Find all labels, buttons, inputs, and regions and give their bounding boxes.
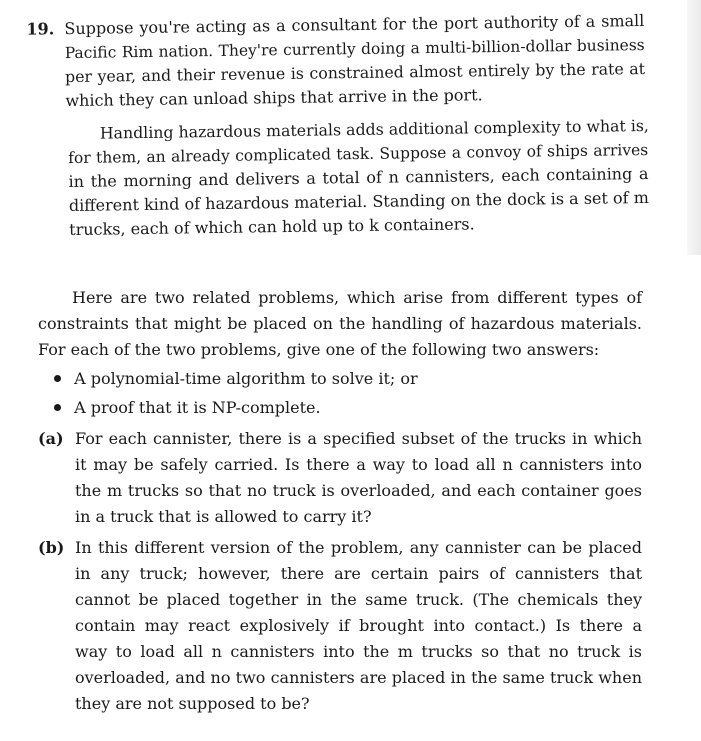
part-b-line: way to load all n cannisters into the m trucks so that no truck is xyxy=(75,642,642,661)
part-a-line: the m trucks so that no truck is overloaded, and each container goes xyxy=(75,481,642,500)
intro-line: Suppose you're acting as a consultant for the port authority of a small xyxy=(64,11,645,39)
part-b-line: they are not supposed to be? xyxy=(75,694,310,713)
part-b-line: In this different version of the problem, any cannister can be placed xyxy=(75,538,642,557)
part-b-line: overloaded, and no two cannisters are placed in the same truck when xyxy=(75,668,642,687)
bullet-text: A polynomial-time algorithm to solve it; or xyxy=(74,369,418,388)
bullet-text: A proof that it is NP-complete. xyxy=(74,398,321,417)
part-a-line: For each cannister, there is a specified subset of the trucks in which xyxy=(75,429,642,448)
part-a-label: (a) xyxy=(38,429,64,448)
hazard-line: trucks, each of which can hold up to k containers. xyxy=(69,214,475,240)
part-b-label: (b) xyxy=(38,538,65,557)
problem-number: 19. xyxy=(26,19,55,39)
part-a-line: in a truck that is allowed to carry it? xyxy=(75,507,372,526)
related-line: constraints that might be placed on the handling of hazardous materials. xyxy=(38,314,642,333)
bullet-icon xyxy=(54,375,61,382)
intro-line: which they can unload ships that arrive in the port. xyxy=(65,85,483,111)
hazard-line: Handling hazardous materials adds additional complexity to what is, xyxy=(99,115,650,143)
part-b-line: contain may react explosively if brought into contact.) Is there a xyxy=(75,616,642,635)
hazard-line: for them, an already complicated task. Suppose a convoy of ships arrives xyxy=(68,140,649,168)
part-b-line: cannot be placed together in the same truck. (The chemicals they xyxy=(75,590,642,609)
hazard-line: different kind of hazardous material. Standing on the dock is a set of m xyxy=(68,187,649,216)
bullet-item xyxy=(54,370,418,388)
intro-line: per year, and their revenue is constrained almost entirely by the rate at xyxy=(64,59,646,87)
related-line: Here are two related problems, which arise from different types of xyxy=(72,288,642,307)
part-b-line: in any truck; however, there are certain pairs of cannisters that xyxy=(75,564,642,583)
bullet-item xyxy=(54,399,321,417)
hazard-line: in the morning and delivers a total of n cannisters, each containing a xyxy=(68,163,649,192)
part-a-line: it may be safely carried. Is there a way to load all n cannisters into xyxy=(75,455,642,474)
intro-line: Pacific Rim nation. They're currently doing a multi-billion-dollar business xyxy=(64,36,645,63)
bullet-icon xyxy=(54,404,61,411)
related-line: For each of the two problems, give one of the following two answers: xyxy=(38,340,600,359)
